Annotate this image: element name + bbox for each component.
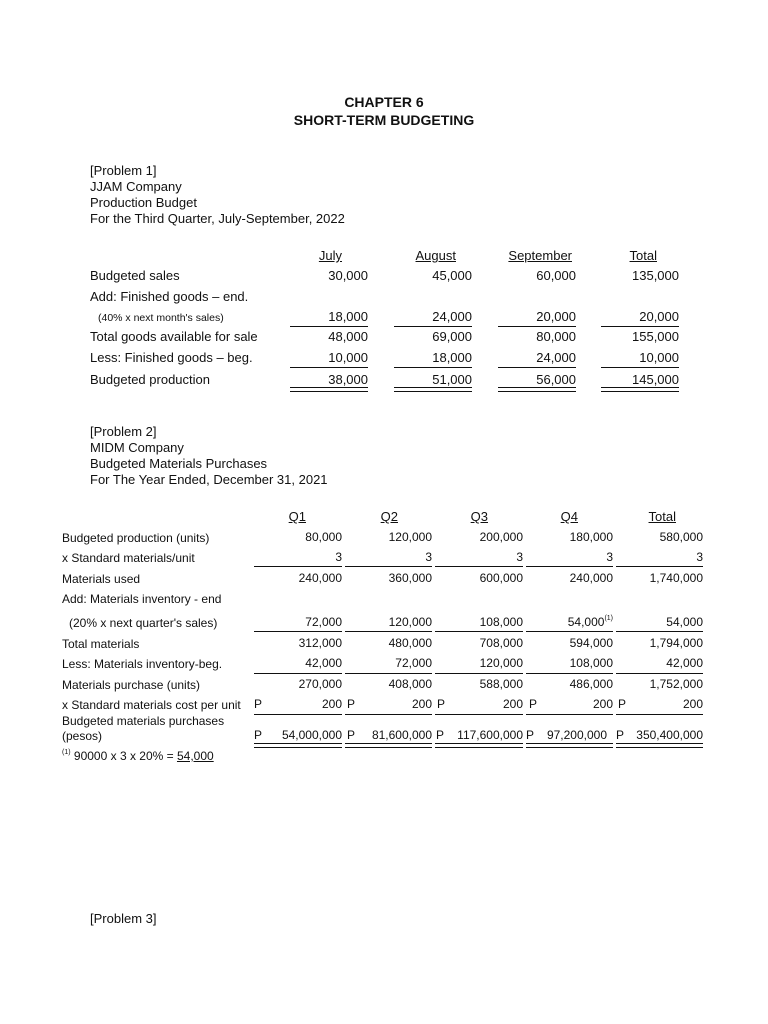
p2-row-label-continued: (pesos) [62, 729, 103, 743]
p2-subtotal-rule [616, 566, 703, 567]
p1-col-august: August [415, 248, 456, 263]
p2-subtotal-rule [526, 566, 613, 567]
p2-cell: 486,000 [569, 677, 613, 691]
p1-cell: 10,000 [639, 350, 679, 365]
p1-col-july: July [318, 248, 342, 263]
p2-subtotal-rule [435, 566, 523, 567]
p1-col-september: September [508, 248, 572, 263]
p2-subtotal-rule [616, 673, 703, 674]
p1-cell: 20,000 [536, 309, 576, 324]
footnote [62, 749, 214, 763]
p2-cell: 117,600,000 [457, 728, 523, 742]
p2-cell: 54,000 [666, 615, 703, 629]
p2-subtotal-rule [254, 631, 342, 632]
p2-row-label: (20% x next quarter's sales) [69, 616, 218, 630]
p2-cell: 408,000 [388, 677, 432, 691]
p2-cell: 200 [411, 697, 432, 711]
p1-cell: 45,000 [432, 268, 472, 283]
p2-subtotal-rule [345, 673, 432, 674]
p2-cell: 42,000 [305, 656, 342, 670]
p2-cell: 1,752,000 [649, 677, 703, 691]
currency-symbol: P [347, 697, 356, 711]
p1-subtotal-rule [394, 326, 472, 327]
p1-subtotal-rule [394, 367, 472, 368]
p1-cell: 24,000 [536, 350, 576, 365]
p1-cell: 48,000 [328, 329, 368, 344]
p1-cell: 38,000 [328, 372, 368, 387]
p2-cell: 594,000 [569, 636, 613, 650]
problem1-label: [Problem 1] [90, 163, 157, 178]
p1-subtotal-rule [601, 367, 679, 368]
problem2-company: MIDM Company [90, 440, 184, 455]
p2-row-label: Add: Materials inventory - end [62, 592, 222, 606]
p2-total-double-rule [526, 743, 613, 748]
p2-col-total: Total [648, 509, 676, 524]
p2-cell: 72,000 [395, 656, 432, 670]
p2-row-label: Materials used [62, 572, 141, 586]
p2-cell: 312,000 [298, 636, 342, 650]
p2-cell: 270,000 [298, 677, 342, 691]
currency-symbol: P [437, 697, 446, 711]
currency-symbol: P [347, 728, 356, 742]
p2-total-double-rule [345, 743, 432, 748]
p2-subtotal-rule [345, 631, 432, 632]
problem2-period: For The Year Ended, December 31, 2021 [90, 472, 328, 487]
p1-cell: 56,000 [536, 372, 576, 387]
p2-cell: 580,000 [659, 530, 703, 544]
p2-cell: 54,000,000 [281, 728, 342, 742]
p1-cell: 80,000 [536, 329, 576, 344]
p2-cell: 97,200,000 [546, 728, 607, 742]
p2-cell: 3 [696, 550, 703, 564]
p2-cell: 108,000 [569, 656, 613, 670]
p2-cell: 108,000 [479, 615, 523, 629]
p1-total-double-rule [498, 387, 576, 392]
problem1-company: JJAM Company [90, 179, 182, 194]
chapter-subtitle: SHORT-TERM BUDGETING [293, 112, 475, 128]
p2-col-q1: Q1 [288, 509, 306, 524]
currency-symbol: P [436, 728, 445, 742]
p2-row-label: Materials purchase (units) [62, 678, 201, 692]
p1-subtotal-rule [290, 326, 368, 327]
p2-row-label: Less: Materials inventory-beg. [62, 657, 223, 671]
p1-subtotal-rule [601, 326, 679, 327]
p1-cell: 51,000 [432, 372, 472, 387]
p2-cell: 480,000 [388, 636, 432, 650]
p2-cell: 120,000 [479, 656, 523, 670]
p2-col-q4: Q4 [560, 509, 578, 524]
problem2-label: [Problem 2] [90, 424, 157, 439]
p2-cell: 600,000 [479, 571, 523, 585]
footnote-marker: (1) [62, 749, 71, 756]
currency-symbol: P [529, 697, 538, 711]
p2-subtotal-rule [254, 714, 342, 715]
p1-row-label: (40% x next month's sales) [98, 312, 224, 324]
p1-subtotal-rule [498, 367, 576, 368]
footnote-text: 90000 x 3 x 20% = [73, 749, 177, 763]
p1-total-double-rule [394, 387, 472, 392]
p2-subtotal-rule [616, 714, 703, 715]
p1-row-label: Budgeted production [90, 372, 210, 387]
p1-cell: 10,000 [328, 350, 368, 365]
p1-cell: 24,000 [432, 309, 472, 324]
currency-symbol: P [618, 697, 627, 711]
problem1-period: For the Third Quarter, July-September, 2022 [90, 211, 345, 226]
p1-row-label: Add: Finished goods – end. [90, 289, 249, 304]
p2-subtotal-rule [616, 631, 703, 632]
p2-cell: 200 [682, 697, 703, 711]
p2-subtotal-rule [254, 566, 342, 567]
p2-col-q3: Q3 [470, 509, 488, 524]
p2-cell: 200 [321, 697, 342, 711]
p2-cell: 120,000 [388, 615, 432, 629]
p2-subtotal-rule [435, 673, 523, 674]
p2-cell: 588,000 [479, 677, 523, 691]
p1-cell: 60,000 [536, 268, 576, 283]
p1-cell: 145,000 [632, 372, 679, 387]
p2-cell: 3 [516, 550, 523, 564]
p2-col-q2: Q2 [380, 509, 398, 524]
currency-symbol: P [616, 728, 625, 742]
p2-cell: 240,000 [569, 571, 613, 585]
p2-cell: 180,000 [569, 530, 613, 544]
p2-row-label: Total materials [62, 637, 140, 651]
footnote-marker: (1) [604, 615, 613, 622]
p2-cell: 360,000 [388, 571, 432, 585]
p2-cell: 42,000 [666, 656, 703, 670]
problem3-label: [Problem 3] [90, 911, 157, 926]
currency-symbol: P [254, 697, 263, 711]
p1-cell: 69,000 [432, 329, 472, 344]
p2-cell: 80,000 [305, 530, 342, 544]
p2-row-label: x Standard materials cost per unit [62, 698, 241, 712]
p2-cell: 120,000 [388, 530, 432, 544]
p2-cell: 1,794,000 [649, 636, 703, 650]
p2-total-double-rule [616, 743, 703, 748]
p2-row-label: x Standard materials/unit [62, 551, 195, 565]
p2-cell: 200 [502, 697, 523, 711]
p1-total-double-rule [601, 387, 679, 392]
p2-cell: 3 [335, 550, 342, 564]
problem2-report-name: Budgeted Materials Purchases [90, 456, 268, 471]
currency-symbol: P [526, 728, 535, 742]
p1-subtotal-rule [290, 367, 368, 368]
p2-subtotal-rule [526, 673, 613, 674]
p2-row-label: Budgeted production (units) [62, 531, 210, 545]
p2-total-double-rule [254, 743, 342, 748]
p1-total-double-rule [290, 387, 368, 392]
p1-cell: 30,000 [328, 268, 368, 283]
p2-cell: 81,600,000 [371, 728, 432, 742]
p2-cell: 3 [425, 550, 432, 564]
p1-row-label: Total goods available for sale [90, 329, 258, 344]
chapter-title: CHAPTER 6 [344, 94, 424, 110]
p2-cell-with-footnote: 54,000$^{(1)}$ [567, 615, 613, 629]
p2-subtotal-rule [345, 566, 432, 567]
p2-total-double-rule [435, 743, 523, 748]
footnote-result: 54,000 [176, 749, 214, 763]
p2-cell: 708,000 [479, 636, 523, 650]
p2-subtotal-rule [345, 714, 432, 715]
p2-cell: 1,740,000 [649, 571, 703, 585]
p1-cell: 20,000 [639, 309, 679, 324]
p1-row-label: Budgeted sales [90, 268, 180, 283]
p1-subtotal-rule [498, 326, 576, 327]
p1-row-label: Less: Finished goods – beg. [90, 350, 253, 365]
p2-cell: 350,400,000 [636, 728, 703, 742]
p2-row-label: Budgeted materials purchases [62, 714, 225, 728]
p1-cell: 155,000 [632, 329, 679, 344]
p2-cell: 200,000 [479, 530, 523, 544]
p1-cell: 135,000 [632, 268, 679, 283]
p2-subtotal-rule [435, 714, 523, 715]
p1-cell: 18,000 [328, 309, 368, 324]
p2-subtotal-rule [526, 631, 613, 632]
p1-col-total: Total [629, 248, 657, 263]
p2-cell: 3 [606, 550, 613, 564]
p1-cell: 18,000 [432, 350, 472, 365]
problem1-report-name: Production Budget [90, 195, 197, 210]
p2-cell: 240,000 [298, 571, 342, 585]
p2-cell: 200 [592, 697, 613, 711]
currency-symbol: P [254, 728, 263, 742]
p2-subtotal-rule [526, 714, 613, 715]
p2-cell: 72,000 [305, 615, 342, 629]
p2-subtotal-rule [435, 631, 523, 632]
p2-subtotal-rule [254, 673, 342, 674]
